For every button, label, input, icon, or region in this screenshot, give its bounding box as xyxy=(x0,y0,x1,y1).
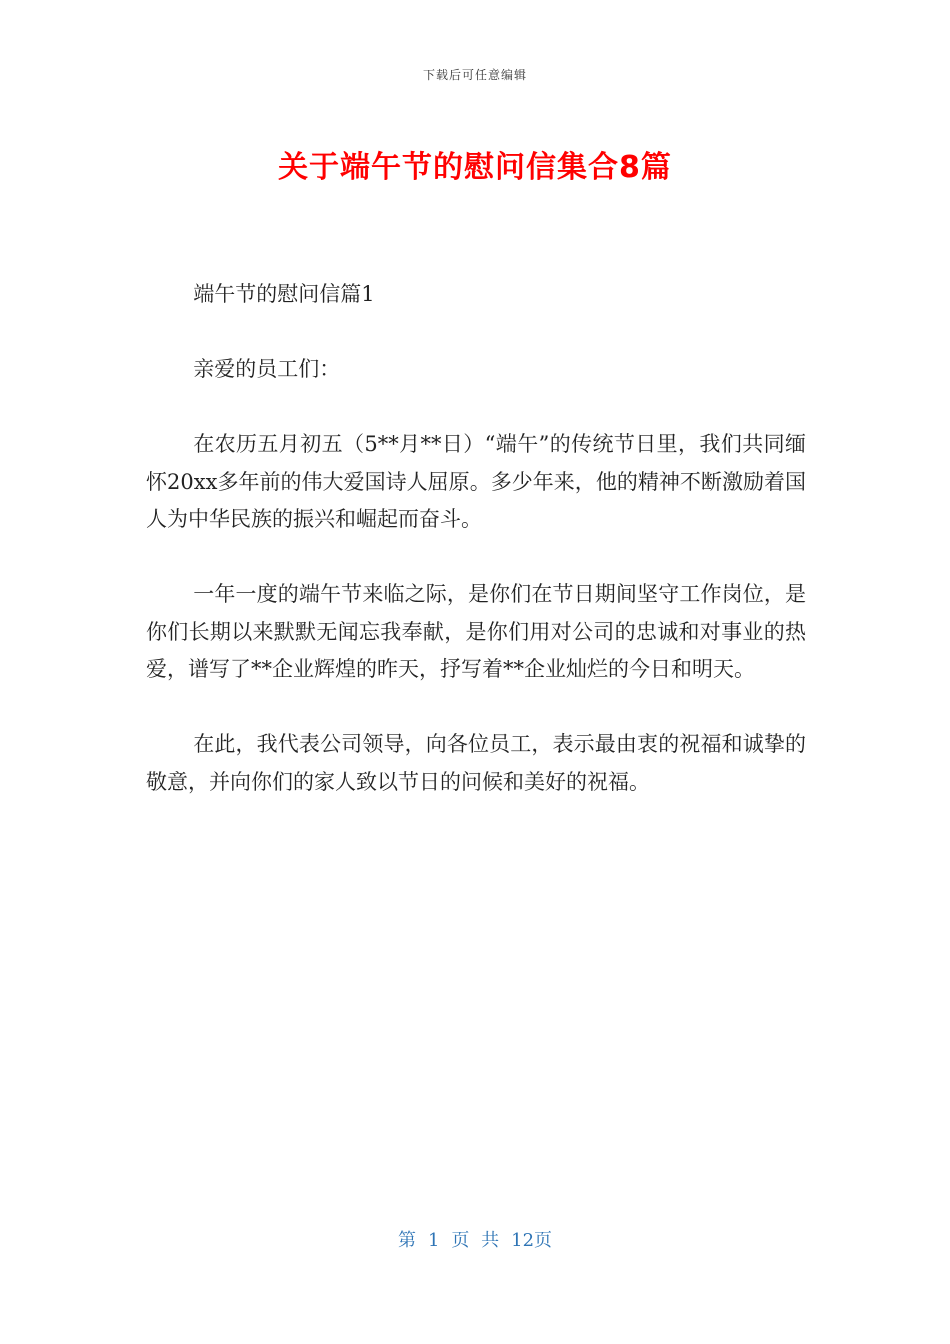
body-paragraph: 一年一度的端午节来临之际，是你们在节日期间坚守工作岗位，是你们长期以来默默无闻忘我奉献，是你们用对公司的忠诚和对事业的热爱，谱写了**企业辉煌的昨天，抒写着**企业灿烂的今日和明天。 xyxy=(146,582,806,681)
footer-total-pages: 12页 xyxy=(511,1230,553,1251)
body-paragraph: 在农历五月初五（5**月**日）“端午”的传统节日里，我们共同缅怀20xx多年前的伟大爱国诗人屈原。多少年来，他的精神不断激励着国人为中华民族的振兴和崛起而奋斗。 xyxy=(146,432,806,531)
document-body xyxy=(146,276,806,839)
document-title: 关于端午节的慰问信集合8篇 xyxy=(278,150,672,185)
footer-current-page: 1 xyxy=(427,1230,440,1251)
section-heading: 端午节的慰问信篇1 xyxy=(193,282,375,306)
footer-middle: 页 共 xyxy=(451,1230,500,1251)
header-note: 下载后可任意编辑 xyxy=(422,68,527,82)
page-footer xyxy=(0,1226,950,1252)
salutation: 亲爱的员工们： xyxy=(193,357,341,381)
body-paragraph: 在此，我代表公司领导，向各位员工，表示最由衷的祝福和诚挚的敬意，并向你们的家人致以节日的问候和美好的祝福。 xyxy=(146,732,806,794)
footer-prefix: 第 xyxy=(397,1230,416,1251)
